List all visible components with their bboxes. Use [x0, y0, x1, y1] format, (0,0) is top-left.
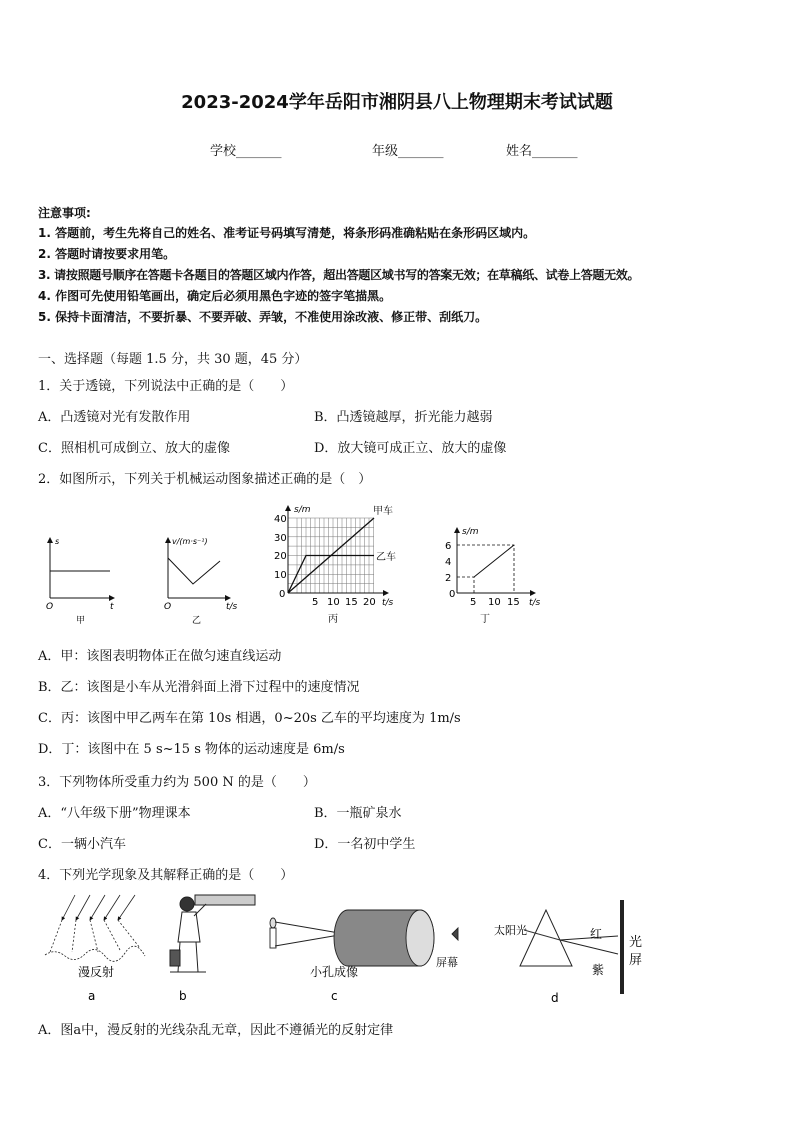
q1-option-c[interactable]: C．照相机可成倒立、放大的虚像: [38, 441, 230, 456]
tick-label: 0: [449, 589, 456, 600]
figure-caption: b: [179, 989, 187, 1003]
q3-option-c[interactable]: C．一辆小汽车: [38, 837, 126, 852]
q1-option-a[interactable]: A．凸透镜对光有发散作用: [38, 410, 191, 425]
red-label: 红: [590, 927, 603, 941]
tick-label: 10: [488, 597, 501, 608]
graph-yi: [164, 537, 238, 626]
axis-label: t: [110, 602, 114, 612]
sunlight-label: 太阳光: [494, 924, 527, 937]
screen-label: 光: [629, 935, 643, 950]
figure-caption: c: [331, 989, 338, 1003]
tick-label: 4: [445, 557, 452, 568]
figure-caption: 丁: [480, 614, 490, 625]
axis-label: v/(m·s⁻¹): [172, 537, 208, 546]
tick-label: 5: [470, 597, 477, 608]
figure-caption: 丙: [328, 614, 338, 625]
figure-caption: d: [551, 991, 559, 1005]
figure-caption: a: [88, 989, 96, 1003]
q2-stem: 2．如图所示，下列关于机械运动图象描述正确的是（ ）: [38, 472, 372, 487]
figure-label: 小孔成像: [310, 965, 359, 979]
axis-label: s/m: [294, 505, 311, 515]
figure-telescope-person: [170, 895, 255, 972]
q4-figures: [0, 890, 794, 1010]
q2-option-b[interactable]: B．乙：该图是小车从光滑斜面上滑下过程中的速度情况: [38, 680, 360, 695]
figure-caption: 甲: [76, 616, 86, 626]
axis-label: t/s: [226, 602, 238, 612]
origin-label: O: [164, 602, 172, 612]
notice-item: 3. 请按照题号顺序在答题卡各题目的答题区域内作答，超出答题区域书写的答案无效；在草稿纸、试卷上答题无效。: [38, 268, 640, 282]
tick-label: 30: [274, 533, 287, 544]
q1-option-b[interactable]: B．凸透镜越厚，折光能力越弱: [314, 410, 493, 425]
school-field[interactable]: 学校_______: [210, 144, 282, 159]
figure-prism-dispersion: [520, 900, 622, 994]
tick-label: 2: [445, 573, 452, 584]
q1-stem: 1．关于透镜，下列说法中正确的是（ ）: [38, 379, 294, 394]
series-label: 乙车: [376, 552, 396, 563]
graph-bing: [274, 505, 396, 625]
q1-option-d[interactable]: D．放大镜可成正立、放大的虚像: [314, 441, 507, 456]
screen-label: 屏幕: [436, 956, 458, 969]
tick-label: 20: [363, 597, 376, 608]
grade-field[interactable]: 年级_______: [372, 144, 444, 159]
violet-label: 紫: [592, 963, 605, 977]
q2-option-a[interactable]: A．甲：该图表明物体正在做匀速直线运动: [38, 649, 282, 664]
notice-item: 4. 作图可先使用铅笔画出，确定后必须用黑色字迹的签字笔描黑。: [38, 289, 392, 303]
tick-label: 10: [274, 570, 287, 581]
tick-label: 6: [445, 541, 452, 552]
tick-label: 40: [274, 514, 287, 525]
q3-option-d[interactable]: D．一名初中学生: [314, 837, 416, 852]
axis-label: t/s: [529, 598, 541, 608]
q3-option-a[interactable]: A．“八年级下册”物理课本: [38, 806, 191, 821]
graph-ding: [445, 527, 541, 625]
axis-label: s: [55, 537, 60, 546]
name-field[interactable]: 姓名_______: [506, 144, 578, 159]
screen-label: 屏: [629, 953, 643, 968]
figure-diffuse-reflection: [45, 895, 145, 961]
figure-label: 漫反射: [78, 965, 115, 979]
tick-label: 0: [279, 589, 286, 600]
tick-label: 10: [327, 597, 340, 608]
axis-label: s/m: [462, 527, 479, 537]
figure-pinhole-camera: [270, 910, 458, 966]
q2-option-c[interactable]: C．丙：该图中甲乙两车在第 10s 相遇，0~20s 乙车的平均速度为 1m/s: [38, 711, 461, 726]
q2-option-d[interactable]: D．丁：该图中在 5 s~15 s 物体的运动速度是 6m/s: [38, 742, 345, 757]
q4-option-a[interactable]: A．图a中，漫反射的光线杂乱无章，因此不遵循光的反射定律: [38, 1023, 394, 1038]
q4-stem: 4．下列光学现象及其解释正确的是（ ）: [38, 868, 294, 883]
q3-option-b[interactable]: B．一瓶矿泉水: [314, 806, 402, 821]
notice-heading: 注意事项:: [38, 206, 91, 220]
q2-figures: [0, 498, 794, 633]
notice-item: 1. 答题前，考生先将自己的姓名、准考证号码填写清楚，将条形码准确粘贴在条形码区域内。: [38, 226, 536, 240]
tick-label: 5: [312, 597, 319, 608]
tick-label: 15: [345, 597, 358, 608]
origin-label: O: [46, 602, 54, 612]
section-heading: 一、选择题（每题 1.5 分，共 30 题，45 分）: [38, 352, 308, 367]
q3-stem: 3．下列物体所受重力约为 500 N 的是（ ）: [38, 775, 316, 790]
graph-jia: [46, 537, 114, 626]
series-label: 甲车: [373, 506, 393, 517]
axis-label: t/s: [382, 598, 394, 608]
tick-label: 15: [507, 597, 520, 608]
notice-item: 2. 答题时请按要求用笔。: [38, 247, 176, 261]
tick-label: 20: [274, 551, 287, 562]
notice-item: 5. 保持卡面清洁，不要折暴、不要弄破、弄皱，不准使用涂改液、修正带、刮纸刀。: [38, 310, 488, 324]
page-title: 2023-2024学年岳阳市湘阴县八上物理期末考试试题: [181, 92, 613, 113]
figure-caption: 乙: [192, 616, 202, 626]
